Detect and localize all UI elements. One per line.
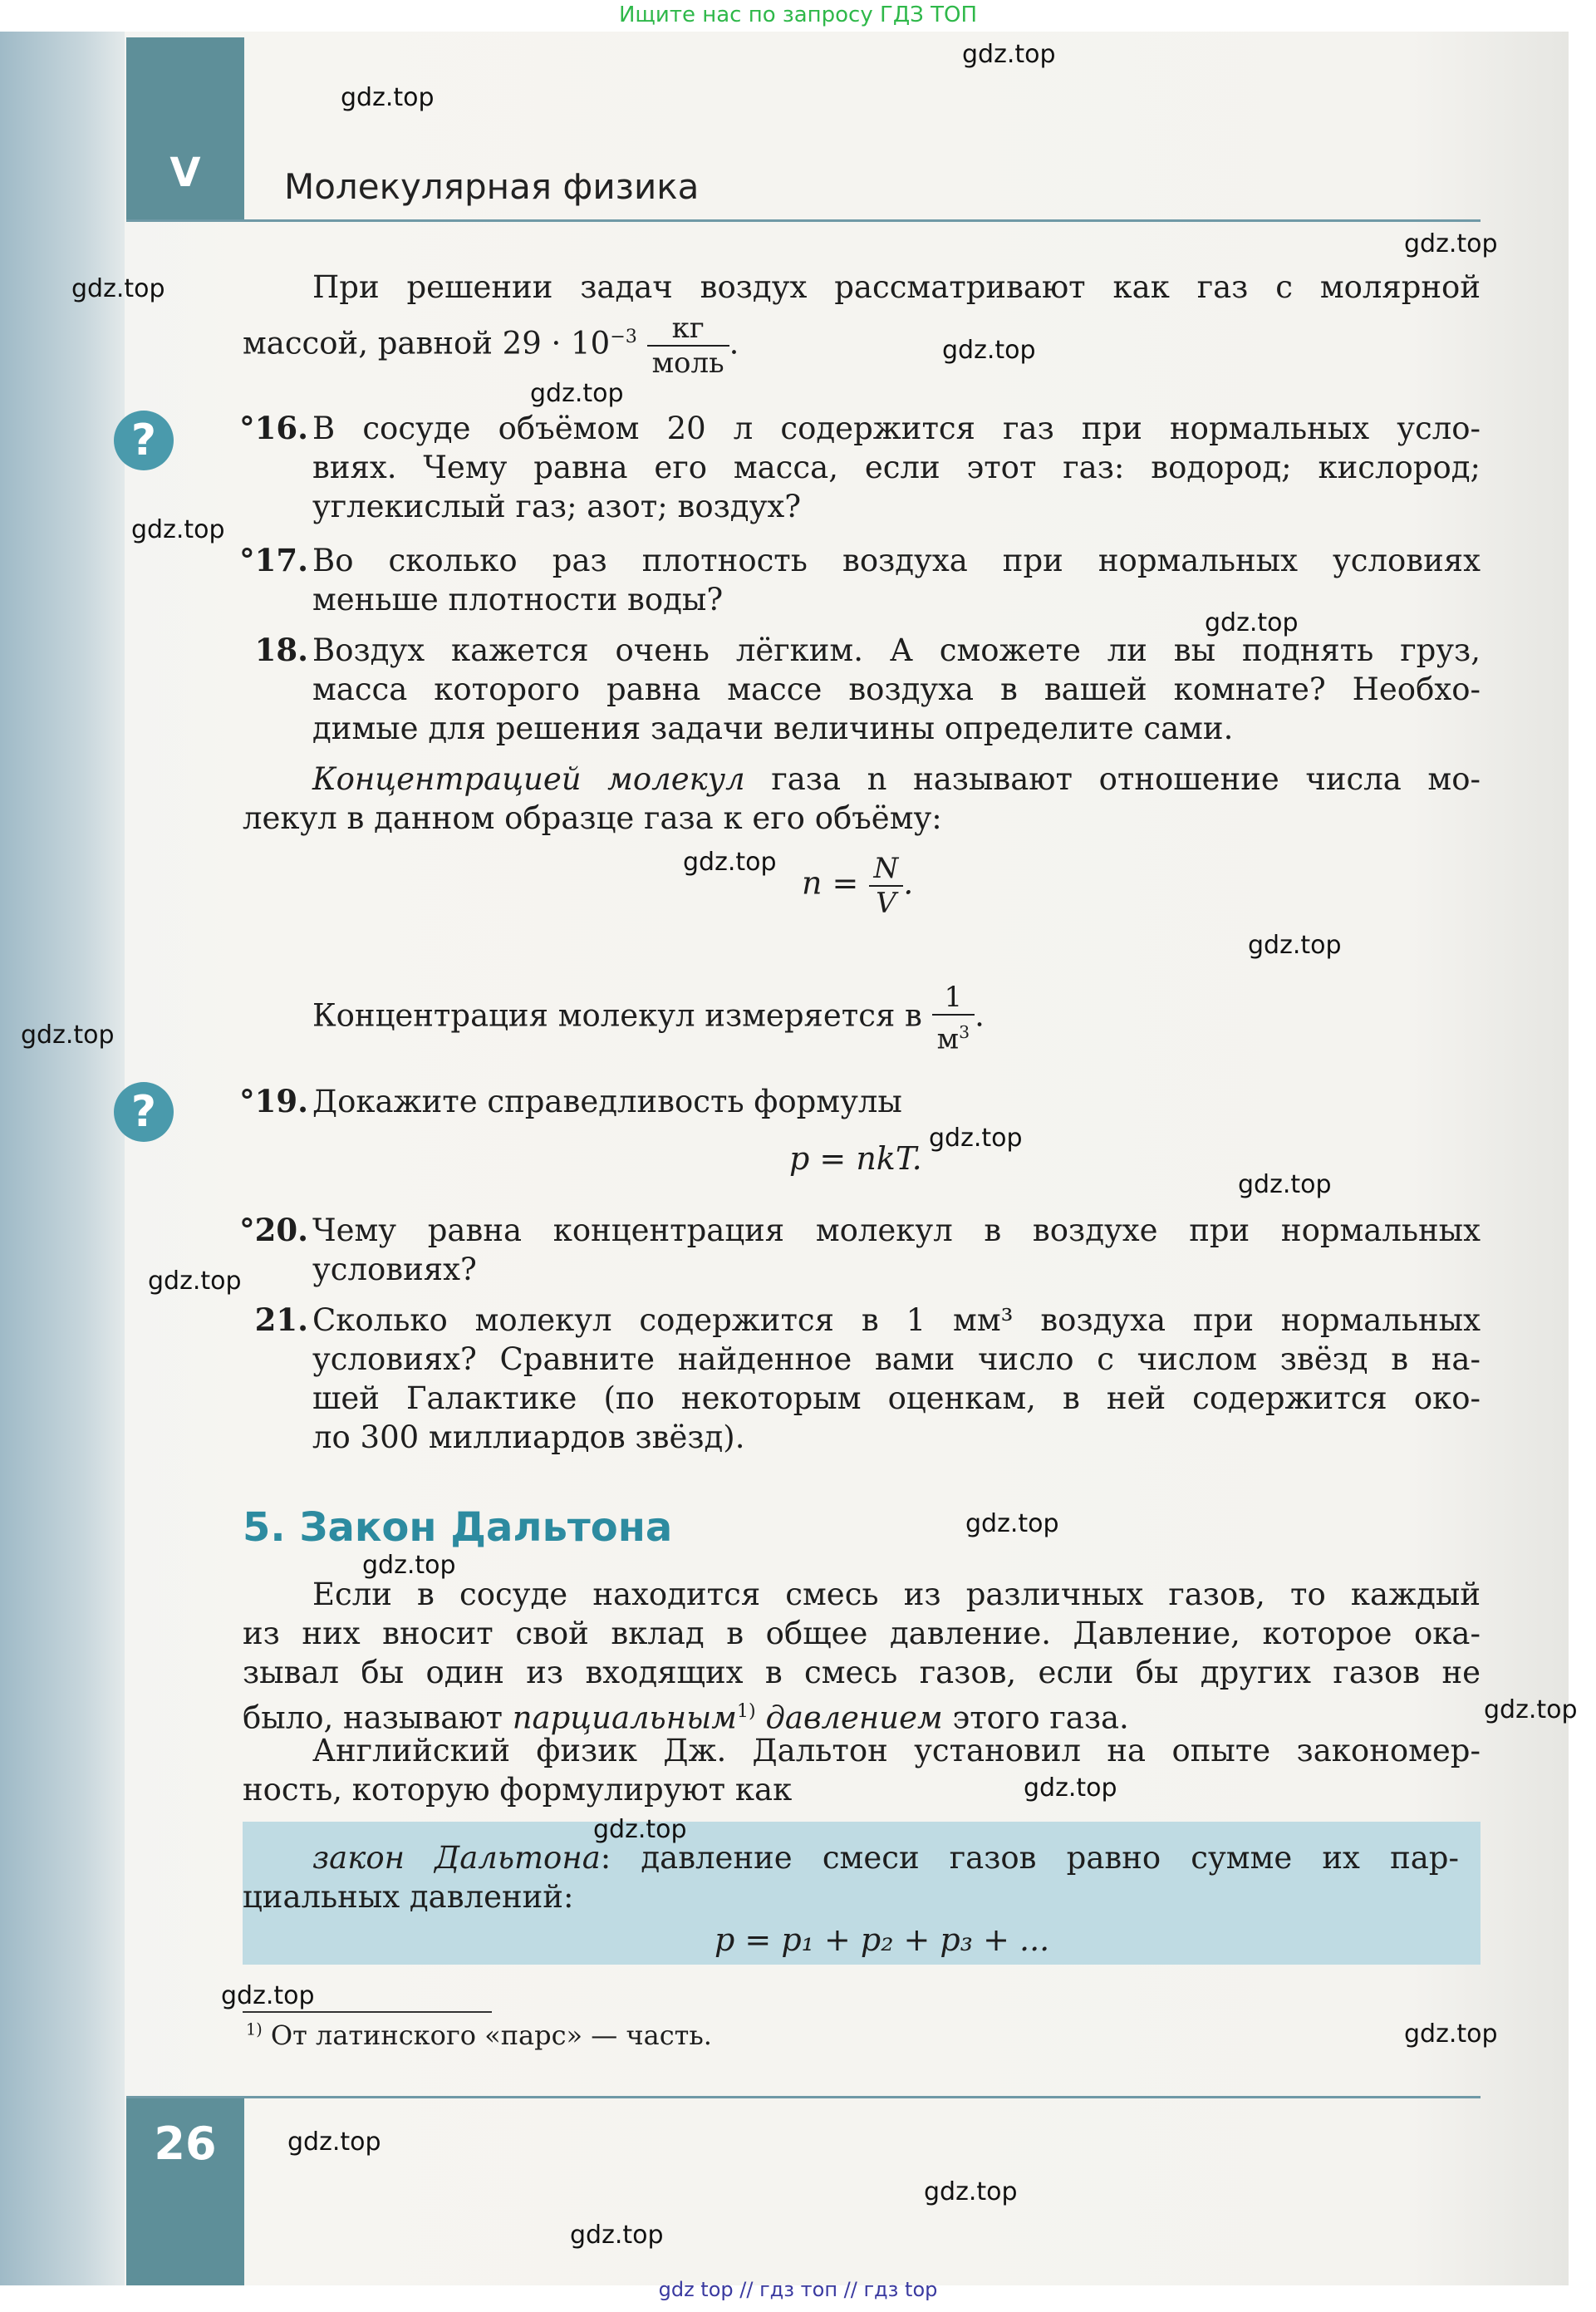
- concentration-formula: [802, 852, 913, 920]
- concentration-units: [312, 981, 985, 1055]
- paragraph-line: Английский физик Дж. Дальтон установил на опыте закономер-: [312, 1733, 1481, 1768]
- paragraph-line: зывал бы один из входящих в смесь газов, если бы других газов не: [243, 1655, 1481, 1690]
- concentration-def-line-1: [312, 760, 1481, 799]
- question-mark-icon: ?: [114, 411, 174, 470]
- law-line-1: [312, 1838, 1459, 1877]
- formula-numerator: N: [869, 852, 904, 887]
- watermark: gdz.top: [1404, 229, 1498, 258]
- top-search-banner[interactable]: Ищите нас по запросу ГДЗ ТОП: [618, 2, 978, 27]
- section-title: 5. Закон Дальтона: [243, 1504, 673, 1551]
- units-end: .: [975, 997, 985, 1034]
- units-numerator: 1: [932, 981, 975, 1016]
- unit-denominator: моль: [651, 347, 724, 380]
- problem-number: °17.: [239, 542, 308, 578]
- pressure-term: давлением: [765, 1700, 943, 1736]
- problem-20: [239, 1211, 1481, 1289]
- line-prefix: было, называют: [243, 1700, 513, 1736]
- problem-16: [239, 409, 1481, 526]
- footnote-text: От латинского «парс» — часть.: [270, 2019, 712, 2051]
- intro-unit-fraction: [647, 312, 729, 380]
- intro-line-2: [243, 312, 990, 380]
- watermark: gdz.top: [1484, 1695, 1578, 1724]
- units-fraction: [932, 981, 975, 1055]
- problem-line: Во сколько раз плотность воздуха при нормальных условиях: [312, 543, 1481, 578]
- problem-line: меньше плотности воды?: [312, 582, 724, 617]
- units-exponent: 3: [959, 1022, 970, 1042]
- paragraph-line: из них вносит свой вклад в общее давление. Давление, которое ока-: [243, 1616, 1481, 1651]
- footnote-ref: 1): [736, 1700, 756, 1722]
- header-divider: [126, 219, 1481, 222]
- watermark: gdz.top: [683, 848, 777, 877]
- problem-line: В сосуде объёмом 20 л содержится газ при нормальных усло-: [312, 411, 1481, 446]
- page-number: 26: [154, 2118, 217, 2170]
- problem-line: шей Галактике (по некоторым оценкам, в ней содержится око-: [312, 1380, 1481, 1416]
- footnote-mark: 1): [246, 2019, 263, 2039]
- problem-line: Докажите справедливость формулы: [312, 1084, 902, 1119]
- concentration-def-line-2: лекул в данном образце газа к его объёму:: [243, 800, 942, 836]
- units-denominator: [932, 1016, 975, 1055]
- problem-19: [239, 1082, 1481, 1121]
- dalton-paragraph-1: [243, 1575, 1481, 1737]
- problem-line: условиях?: [312, 1252, 477, 1287]
- concentration-term: Концентрацией молекул: [312, 761, 745, 797]
- footnote-divider: [243, 2011, 492, 2013]
- watermark: gdz.top: [148, 1267, 242, 1296]
- problem-number: °20.: [239, 1212, 308, 1248]
- watermark: gdz.top: [362, 1551, 456, 1580]
- problem-number: 21.: [254, 1301, 308, 1338]
- watermark: gdz.top: [924, 2177, 1018, 2206]
- watermark: gdz.top: [942, 336, 1036, 365]
- watermark: gdz.top: [965, 1509, 1059, 1538]
- watermark: gdz.top: [221, 1981, 315, 2010]
- concentration-def-rest: газа n называют отношение числа мо-: [744, 761, 1481, 797]
- units-text: Концентрация молекул измеряется в: [312, 997, 922, 1034]
- problem-line: углекислый газ; азот; воздух?: [312, 489, 802, 524]
- formula-fraction: [869, 852, 904, 920]
- watermark: gdz.top: [71, 274, 165, 303]
- formula-denominator: V: [876, 887, 896, 920]
- watermark: gdz.top: [962, 40, 1056, 69]
- intro-molar-mass: массой, равной 29 · 10: [243, 325, 611, 362]
- line-suffix: этого газа.: [942, 1700, 1129, 1736]
- watermark: gdz.top: [530, 379, 624, 408]
- problem-line: димые для решения задачи величины определите сами.: [312, 711, 1234, 746]
- problem-line: масса которого равна массе воздуха в вашей комнате? Необхо-: [312, 671, 1481, 707]
- units-denominator-base: м: [936, 1022, 960, 1056]
- problem-number: °16.: [239, 410, 308, 446]
- law-term: закон Дальтона: [312, 1840, 601, 1876]
- watermark: gdz.top: [1205, 608, 1299, 637]
- problem-line: Воздух кажется очень лёгким. А сможете ли вы поднять груз,: [312, 632, 1481, 668]
- law-line-2: циальных давлений:: [243, 1879, 574, 1915]
- chapter-title: Молекулярная физика: [284, 166, 700, 207]
- chapter-number: V: [169, 150, 201, 196]
- watermark: gdz.top: [929, 1124, 1023, 1153]
- bottom-search-banner[interactable]: gdz top // гдз топ // гдз top: [658, 2278, 938, 2301]
- partial-term: парциальным: [512, 1700, 737, 1736]
- watermark: gdz.top: [1238, 1170, 1332, 1199]
- footnote: [246, 2019, 712, 2051]
- problem-line: условиях? Сравните найденное вами число с числом звёзд в на-: [312, 1341, 1481, 1377]
- pressure-formula: p = nkT.: [789, 1140, 922, 1177]
- question-mark-icon: ?: [114, 1082, 174, 1142]
- problem-line: Сколько молекул содержится в 1 мм³ воздуха при нормальных: [312, 1302, 1481, 1338]
- formula-lhs: n =: [802, 864, 859, 902]
- watermark: gdz.top: [1404, 2019, 1498, 2049]
- problem-21: [254, 1301, 1481, 1457]
- watermark: gdz.top: [570, 2221, 664, 2250]
- watermark: gdz.top: [131, 515, 225, 544]
- paragraph-line: Если в сосуде находится смесь из различных газов, то каждый: [312, 1577, 1481, 1612]
- unit-numerator: кг: [647, 312, 729, 347]
- watermark: gdz.top: [21, 1021, 115, 1050]
- watermark: gdz.top: [287, 2128, 381, 2157]
- problem-17: [239, 541, 1481, 619]
- watermark: gdz.top: [1024, 1773, 1117, 1803]
- page-edge-band: [0, 32, 125, 2285]
- problem-number: 18.: [254, 632, 308, 668]
- formula-end: .: [903, 864, 914, 902]
- footer-divider: [126, 2096, 1481, 2098]
- watermark: gdz.top: [341, 83, 435, 112]
- dalton-paragraph-2: [243, 1731, 1481, 1809]
- law-rest: : давление смеси газов равно сумме их пар-: [600, 1840, 1459, 1876]
- problem-number: °19.: [239, 1083, 308, 1119]
- intro-line-1: При решении задач воздух рассматривают как газ с молярной: [312, 269, 1481, 305]
- dalton-formula: p = p₁ + p₂ + p₃ + ...: [715, 1921, 1050, 1958]
- paragraph-line: ность, которую формулируют как: [243, 1772, 793, 1808]
- watermark: gdz.top: [593, 1815, 687, 1844]
- problem-line: виях. Чему равна его масса, если этот газ: водород; кислород;: [312, 450, 1481, 485]
- intro-period: .: [729, 325, 739, 362]
- problem-line: Чему равна концентрация молекул в воздухе при нормальных: [312, 1213, 1481, 1248]
- intro-exponent: −3: [610, 326, 637, 348]
- watermark: gdz.top: [1248, 931, 1342, 960]
- problem-line: ло 300 миллиардов звёзд).: [312, 1419, 745, 1455]
- problem-18: [254, 631, 1481, 748]
